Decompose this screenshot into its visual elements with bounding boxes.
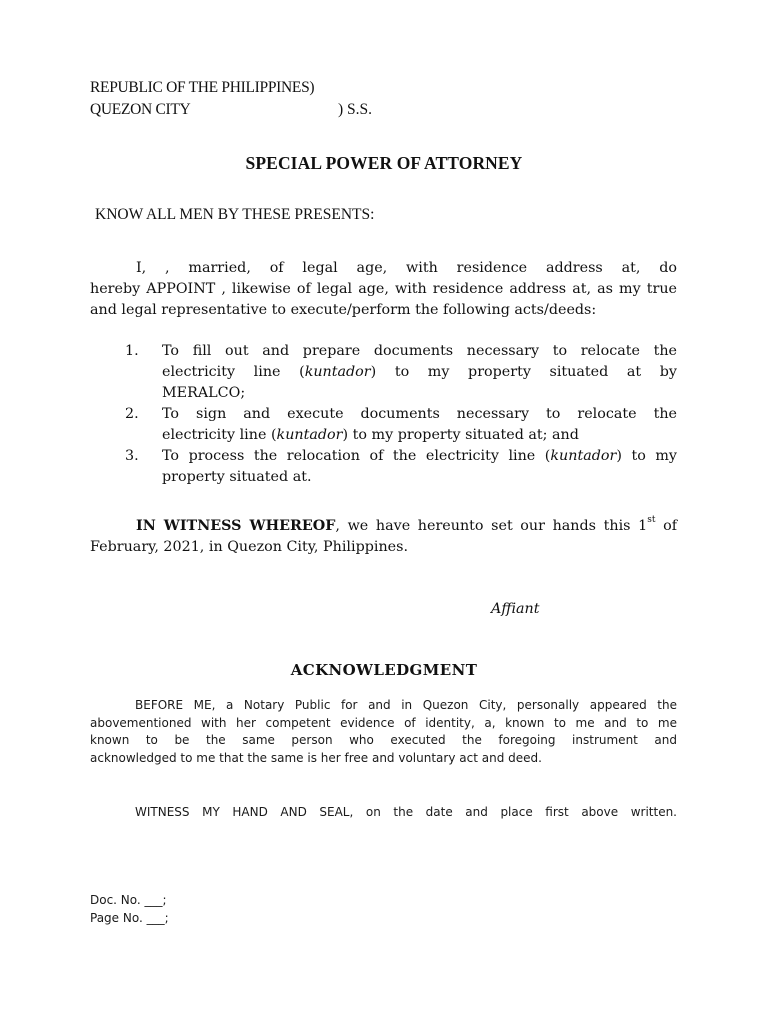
appointment-line-1: I, , married, of legal age, with residence address at, do [136,260,677,276]
list-item-line: MERALCO; [162,385,246,401]
list-item-line: electricity line (kuntador) to my property situated at; and [162,427,579,443]
list-item-line: To process the relocation of the electricity line (kuntador) to my [162,448,677,464]
venue-city: QUEZON CITY [90,101,191,118]
acknowledgment-line-3: known to be the same person who executed the foregoing instrument and [90,733,677,748]
witness-line-2: February, 2021, in Quezon City, Philippines. [90,539,408,555]
list-item-line: property situated at. [162,469,312,485]
list-item-line: electricity line (kuntador) to my property situated at by [162,364,677,380]
witness-seal-paragraph [90,804,677,822]
appointment-line-2: hereby APPOINT , likewise of legal age, with residence address at, as my true [90,281,677,297]
list-item-number: 2. [125,406,139,422]
acts-list [90,341,677,488]
acknowledgment-line-1: BEFORE ME, a Notary Public for and in Quezon City, personally appeared the [135,698,677,712]
list-item [90,341,677,404]
list-item [90,404,677,446]
document-title: SPECIAL POWER OF ATTORNEY [245,153,523,173]
doc-number: Doc. No. ___; [90,893,167,907]
list-item-line: To sign and execute documents necessary to relocate the [162,406,677,422]
acknowledgment-paragraph [90,697,677,767]
acknowledgment-title: ACKNOWLEDGMENT [290,661,478,679]
appointment-paragraph [90,258,677,321]
page-number: Page No. ___; [90,911,169,925]
acknowledgment-line-4: acknowledged to me that the same is her free and voluntary act and deed. [90,750,542,765]
list-item-number: 3. [125,448,139,464]
opening-clause: KNOW ALL MEN BY THESE PRESENTS: [95,206,375,223]
list-item [90,446,677,488]
list-item-line: To fill out and prepare documents necessary to relocate the [162,343,677,359]
witness-line-1: IN WITNESS WHEREOF, we have hereunto set our hands this 1st of [136,515,677,534]
venue-republic: REPUBLIC OF THE PHILIPPINES) [90,79,315,96]
appointment-line-3: and legal representative to execute/perform the following acts/deeds: [90,302,597,318]
witness-seal-line: WITNESS MY HAND AND SEAL, on the date and place first above written. [135,805,677,819]
acknowledgment-line-2: abovementioned with her competent evidence of identity, a, known to me and to me [90,715,677,730]
affiant-label: Affiant [491,601,540,617]
witness-paragraph [90,516,677,558]
list-item-number: 1. [125,343,139,359]
venue-ss: ) S.S. [338,101,373,118]
